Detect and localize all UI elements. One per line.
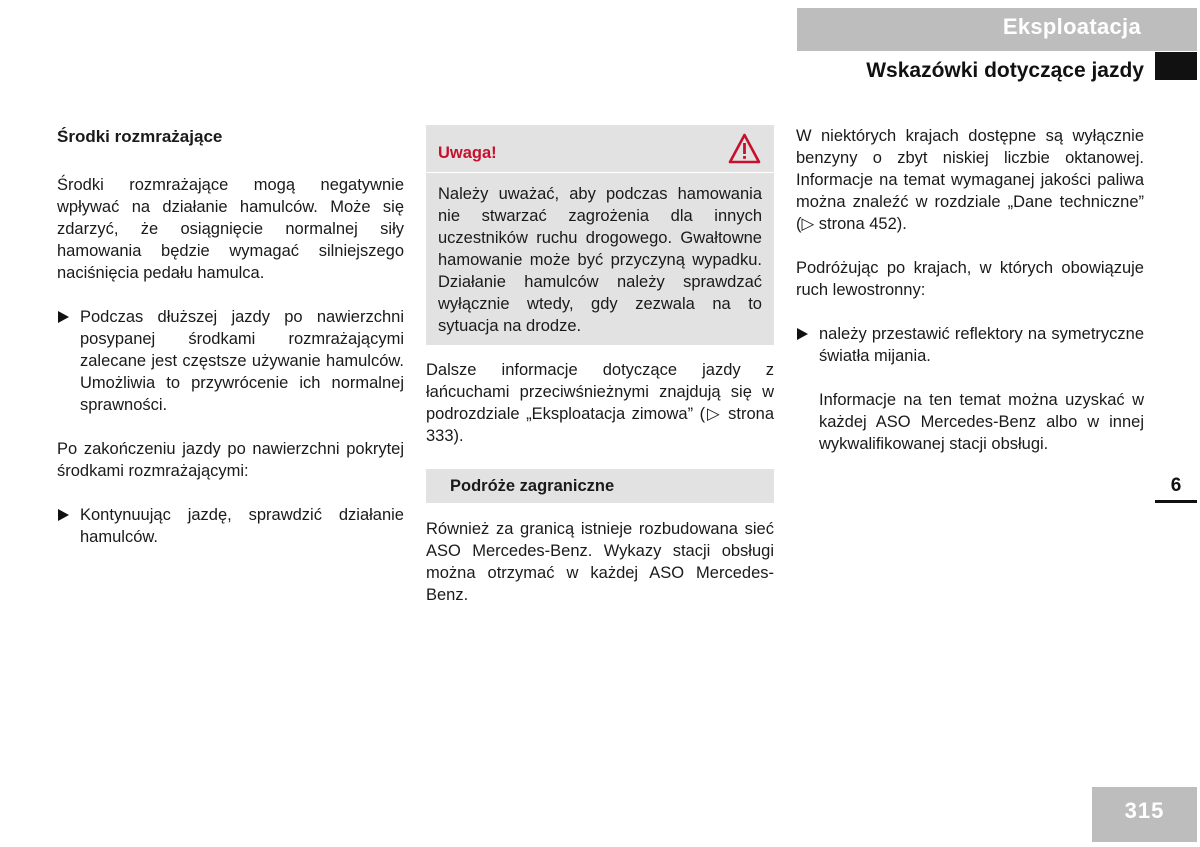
bullet-item	[796, 323, 1144, 455]
right-column	[796, 125, 1144, 477]
chapter-tab	[1155, 473, 1197, 503]
chapter-underline	[1155, 500, 1197, 503]
section-heading-box	[426, 469, 774, 503]
bullet-subtext: Informacje na ten temat można uzyskać w każdej ASO Mercedes-Benz albo w innej wykwalifikowanej stacji obsługi.	[819, 391, 1144, 453]
warning-header	[426, 125, 774, 173]
bullet-item	[57, 306, 404, 416]
left-column	[57, 125, 404, 570]
chapter-number: 6	[1170, 475, 1182, 496]
page-subtitle: Wskazówki dotyczące jazdy	[866, 59, 1144, 82]
warning-triangle-icon	[728, 133, 761, 164]
page-number-box	[1092, 787, 1197, 842]
bullet-arrow-icon	[58, 509, 69, 521]
bullet-arrow-icon	[797, 328, 808, 340]
bullet-text: Podczas dłuższej jazdy po nawierzchni posypanej środkami rozmrażającymi zalecane jest częstsze używanie hamulców. Umożliwia to przywrócenie ich normalnej sprawności.	[80, 308, 404, 414]
chains-para: Dalsze informacje dotyczące jazdy z łańcuchami przeciwśnieżnymi znajdują się w podrozdziale „Eksploatacja zimowa” (▷ strona 333).	[426, 361, 774, 445]
section-title: Eksploatacja	[1002, 14, 1141, 39]
bullet-text: należy przestawić reflektory na symetryczne światła mijania.	[819, 325, 1144, 365]
abroad-para: Również za granicą istnieje rozbudowana sieć ASO Mercedes-Benz. Wykazy stacji obsługi można otrzymać w każdej ASO Mercedes-Benz.	[426, 520, 774, 604]
left-traffic-para: Podróżując po krajach, w których obowiązuje ruch lewostronny:	[796, 259, 1144, 299]
bullet-arrow-icon	[58, 311, 69, 323]
bullet-item	[57, 504, 404, 548]
bullet-text: Kontynuując jazdę, sprawdzić działanie hamulców.	[80, 506, 404, 546]
deicer-heading: Środki rozmrażające	[57, 127, 223, 146]
header-marker	[1155, 52, 1197, 80]
page-number: 315	[1124, 798, 1165, 823]
warning-box	[426, 125, 774, 345]
section-heading: Podróże zagraniczne	[450, 477, 615, 495]
section-header-bar	[797, 8, 1197, 51]
warning-title: Uwaga!	[438, 144, 497, 162]
middle-column	[426, 125, 774, 606]
fuel-para: W niektórych krajach dostępne są wyłącznie benzyny o zbyt niskiej liczbie oktanowej. Informacje na temat wymaganej jakości paliwa można znaleźć w rozdziale „Dane techniczne” (▷ strona 452).	[796, 127, 1144, 233]
deicer-intro: Środki rozmrażające mogą negatywnie wpływać na działanie hamulców. Może się zdarzyć, że osiągnięcie normalnej siły hamowania będzie wymagać silniejszego naciśnięcia pedału hamulca.	[57, 176, 404, 282]
warning-text: Należy uważać, aby podczas hamowania nie stwarzać zagrożenia dla innych uczestników ruchu drogowego. Gwałtowne hamowanie może być przyczyną wypadku. Działanie hamulców należy sprawdzać wyłącznie wtedy, gdy zezwala na to sytuacja na drodze.	[438, 185, 762, 335]
after-drive-para: Po zakończeniu jazdy po nawierzchni pokrytej środkami rozmrażającymi:	[57, 440, 404, 480]
